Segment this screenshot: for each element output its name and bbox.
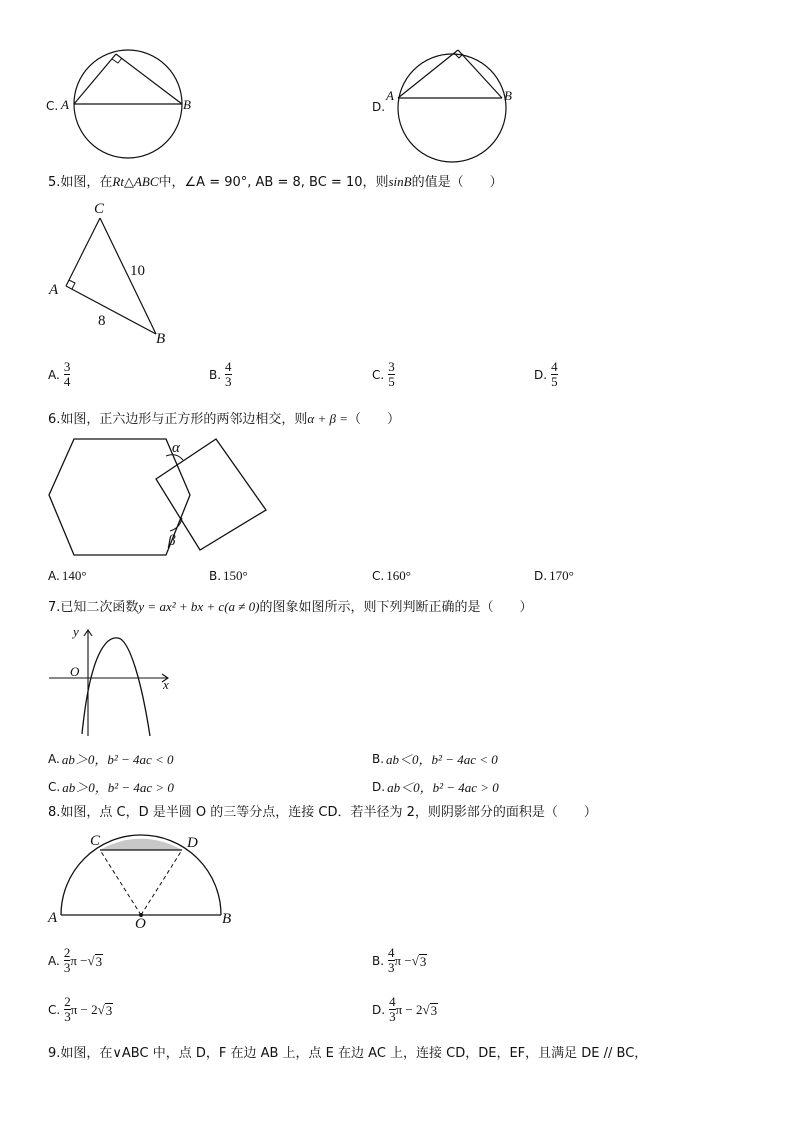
q7-stem: [48, 599, 533, 616]
q8-semicircle: [46, 833, 246, 933]
q7-stem-expr: y = ax² + bx + c(a ≠ 0): [138, 599, 260, 614]
q7-option-d: [372, 777, 499, 796]
q8-option-b-den: 3: [388, 960, 395, 975]
q5-side-bc: 10: [130, 263, 145, 279]
q8-option-a-letter: A.: [48, 953, 60, 968]
q8-option-d: D. $\frac{4}{3}$ π − 2 √ 3: [372, 994, 438, 1024]
q5-option-a-fraction: [64, 360, 71, 389]
q5-option-a-den: 4: [63, 374, 71, 389]
q6-option-b: [209, 568, 248, 584]
q7-option-a: [48, 749, 174, 768]
q6-option-c-letter: C.: [372, 569, 385, 583]
q5-option-b: [209, 360, 232, 389]
q6-option-a-text: 140°: [61, 568, 87, 583]
q7-stem-post: 的图象如图所示，则下列判断正确的是（ ）: [259, 600, 533, 615]
q5-option-b-num: 4: [225, 359, 232, 374]
q5-option-b-letter: B.: [209, 367, 222, 382]
q8-option-b-num: 4: [388, 945, 395, 960]
q4-figure-d: [372, 44, 532, 164]
q5-stem-pre: 5.如图，在: [48, 175, 113, 190]
q8-label-d: D: [187, 835, 198, 851]
q4-option-c: [46, 48, 196, 163]
q6-label-beta: β: [168, 533, 176, 549]
q5-stem: [48, 174, 503, 191]
q7-label-x: x: [163, 677, 169, 692]
q8-label-b: B: [222, 911, 232, 927]
q8-label-a: A: [48, 910, 58, 926]
q8-option-b-tail: π −: [394, 952, 412, 968]
q8-option-a-num: 2: [63, 945, 71, 960]
q7-option-d-letter: D.: [372, 779, 386, 794]
q8-option-c: C. $\frac{2}{3}$ π − 2 √ 3: [48, 994, 113, 1024]
q4-option-d: [372, 44, 532, 164]
q6-stem-post: （ ）: [348, 412, 401, 427]
q6-option-d-text: 170°: [549, 568, 574, 583]
q7-option-a-text: ab＞0，b² − 4ac < 0: [61, 752, 174, 767]
q7-label-o: O: [70, 664, 80, 679]
q4-d-label-b: B: [504, 88, 512, 103]
q7-option-c-text: ab＞0，b² − 4ac > 0: [62, 780, 174, 795]
q6-option-d: [534, 568, 574, 584]
q8-option-c-rad: 3: [105, 1002, 113, 1018]
q7-figure: [46, 624, 181, 742]
q6-label-alpha: α: [172, 440, 180, 456]
q4-c-label-b: B: [183, 97, 191, 112]
q4-d-label-a: A: [386, 88, 394, 103]
q5-option-a: [48, 360, 70, 389]
q5-option-c-fraction: [388, 360, 395, 389]
q5-option-d-den: 5: [551, 374, 558, 389]
q5-option-c-den: 5: [388, 374, 395, 389]
q5-option-a-letter: A.: [48, 367, 60, 382]
q7-option-a-letter: A.: [48, 751, 60, 766]
q6-hexagon-square: [46, 436, 276, 561]
q5-option-c-num: 3: [388, 359, 395, 374]
q6-stem: [48, 411, 400, 428]
q6-option-b-letter: B.: [209, 569, 222, 583]
q6-stem-expr: α + β =: [307, 411, 348, 426]
q8-stem: 8.如图，点 C，D 是半圆 O 的三等分点，连接 CD．若半径为 2，则阴影部分的面积是（ ）: [48, 805, 597, 820]
q8-option-d-rad: 3: [430, 1002, 438, 1018]
q8-option-b-letter: B.: [372, 953, 385, 968]
q5-stem-sin: sinB: [388, 174, 412, 189]
q5-label-c: C: [94, 201, 105, 217]
q5-option-a-num: 3: [63, 359, 71, 374]
q8-option-b: B. $\frac{4}{3}$ π − √ 3: [372, 945, 427, 975]
q5-option-c-letter: C.: [372, 367, 385, 382]
q4-c-label-a: A: [61, 97, 69, 112]
q5-side-ab: 8: [98, 313, 106, 329]
q5-option-d: [534, 360, 558, 389]
q7-option-c: [48, 777, 174, 796]
q8-option-c-tail: π − 2: [70, 1001, 98, 1017]
q7-option-b: [372, 749, 498, 768]
q8-figure: [46, 833, 246, 933]
q6-figure: [46, 436, 276, 561]
q8-option-d-num: 4: [389, 994, 396, 1009]
q5-label-b: B: [156, 331, 166, 347]
q6-option-c: [372, 568, 411, 584]
q9-stem: 9.如图，在∨ABC 中，点 D，F 在边 AB 上，点 E 在边 AC 上，连接 CD，DE，EF，且满足 DE // BC，: [48, 1046, 648, 1061]
q8-option-c-num: 2: [64, 994, 71, 1009]
q8-label-o: O: [135, 916, 146, 932]
q8-option-a-tail: π −: [70, 952, 88, 968]
q5-option-d-num: 4: [551, 359, 558, 374]
q6-option-c-text: 160°: [386, 568, 411, 583]
q7-option-d-text: ab＜0，b² − 4ac > 0: [387, 780, 499, 795]
q5-option-d-fraction: [551, 360, 558, 389]
q7-parabola-graph: [46, 624, 181, 742]
q5-stem-tri: Rt△ABC: [112, 174, 159, 189]
q8-option-d-letter: D.: [372, 1002, 386, 1017]
q8-option-a-den: 3: [63, 960, 71, 975]
q5-label-a: A: [49, 282, 59, 298]
q8-option-d-den: 3: [389, 1009, 396, 1024]
q5-stem-mid: 中，∠A = 90°, AB = 8, BC = 10，则: [158, 175, 389, 190]
q7-label-y: y: [73, 624, 79, 639]
q8-option-c-letter: C.: [48, 1002, 61, 1017]
q6-option-b-text: 150°: [223, 568, 248, 583]
q6-option-d-letter: D.: [534, 569, 548, 583]
q5-option-d-letter: D.: [534, 367, 548, 382]
q7-stem-pre: 7.已知二次函数: [48, 600, 139, 615]
q6-stem-text: 6.如图，正六边形与正方形的两邻边相交，则: [48, 412, 308, 427]
q8-option-d-tail: π − 2: [395, 1001, 423, 1017]
q6-option-a-letter: A.: [48, 569, 60, 583]
q4-option-c-letter: C.: [46, 99, 59, 113]
q5-figure: [46, 200, 186, 350]
q5-option-b-den: 3: [225, 374, 232, 389]
q5-option-b-fraction: [225, 360, 232, 389]
q8-option-a-rad: 3: [95, 953, 103, 969]
q7-option-b-letter: B.: [372, 751, 385, 766]
q8-label-c: C: [90, 833, 101, 849]
q5-option-c: [372, 360, 395, 389]
q5-stem-post: 的值是（ ）: [411, 175, 503, 190]
q8-option-c-den: 3: [64, 1009, 71, 1024]
q7-option-c-letter: C.: [48, 779, 61, 794]
q8-option-a: A. $\frac{2}{3}$ π − √ 3: [48, 945, 103, 975]
q5-triangle: [46, 200, 186, 350]
q8-option-b-rad: 3: [419, 953, 427, 969]
q7-option-b-text: ab＜0，b² − 4ac < 0: [386, 752, 498, 767]
q6-option-a: [48, 568, 87, 584]
q4-option-d-letter: D.: [372, 100, 386, 114]
